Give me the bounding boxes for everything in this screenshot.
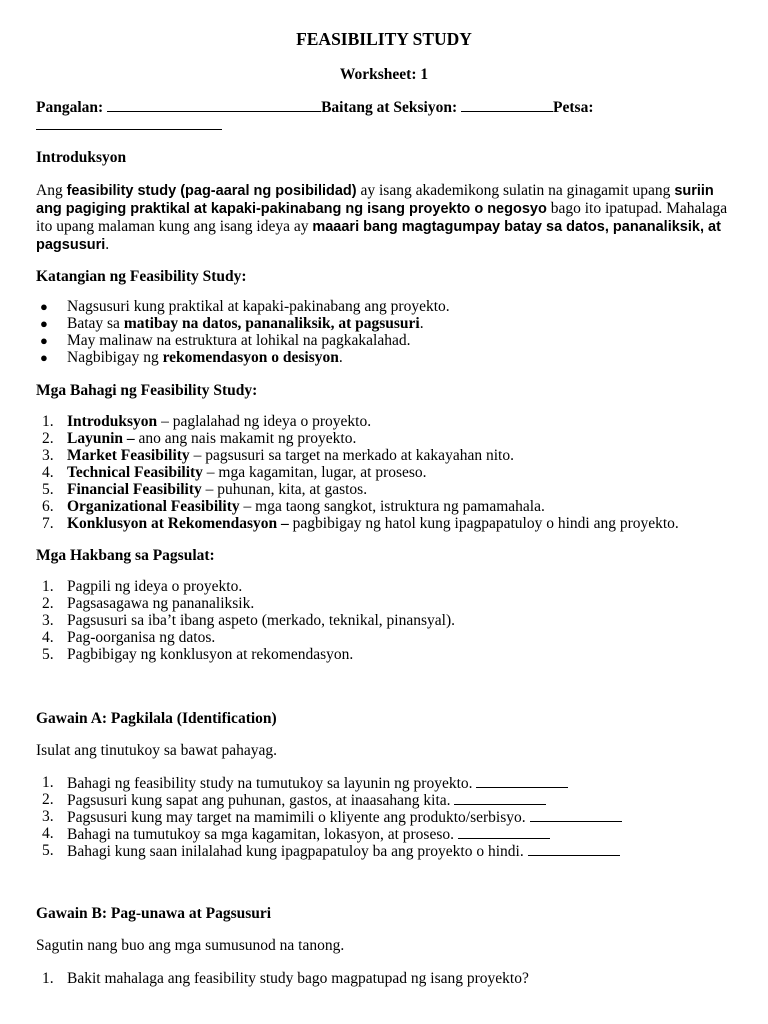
list-item: 5. Financial Feasibility – puhunan, kita, at gastos. bbox=[42, 481, 368, 498]
list-item: 2. Layunin – ano ang nais makamit ng proyekto. bbox=[42, 430, 357, 447]
intro-bold-3: maaari bang magtagumpay batay sa datos, pananaliksik, at pagsusuri bbox=[36, 219, 721, 253]
date-label: Petsa: bbox=[553, 99, 594, 116]
katangian-heading: Katangian ng Feasibility Study: bbox=[36, 268, 247, 285]
bullet-icon: ● bbox=[40, 350, 48, 365]
hakbang-heading: Mga Hakbang sa Pagsulat: bbox=[36, 547, 215, 564]
intro-paragraph bbox=[36, 182, 736, 254]
intro-bold-1: feasibility study (pag-aaral ng posibilidad) bbox=[66, 183, 357, 199]
name-label: Pangalan: bbox=[36, 99, 104, 116]
answer-blank[interactable] bbox=[528, 842, 620, 856]
list-item: 5. Bahagi kung saan inilalahad kung ipagpapatuloy ba ang proyekto o hindi. bbox=[67, 842, 620, 861]
bullet-icon: ● bbox=[40, 333, 48, 348]
list-item: ● Batay sa matibay na datos, pananaliksik, at pagsusuri. bbox=[40, 315, 424, 332]
list-item: 2. Pagsasagawa ng pananaliksik. bbox=[42, 595, 255, 612]
intro-text-2: ay isang akademikong sulatin na ginagamit upang bbox=[356, 182, 675, 199]
list-item: 1. Bakit mahalaga ang feasibility study bago magpatupad ng isang proyekto? bbox=[42, 970, 529, 987]
list-item: 1. Bahagi ng feasibility study na tumutukoy sa layunin ng proyekto. bbox=[67, 774, 568, 793]
gawain-b-instruction: Sagutin nang buo ang mga sumusunod na tanong. bbox=[36, 937, 345, 954]
intro-text-1: Ang bbox=[36, 182, 67, 199]
date-blank[interactable] bbox=[36, 116, 222, 130]
intro-heading: Introduksyon bbox=[36, 149, 127, 166]
gawain-a-heading: Gawain A: Pagkilala (Identification) bbox=[36, 710, 277, 727]
intro-text-3: bago ito ipatupad. Mahalaga ito upang malaman kung ang isang ideya ay bbox=[36, 200, 728, 235]
list-item: 3. Market Feasibility – pagsusuri sa target na merkado at kakayahan nito. bbox=[42, 447, 514, 464]
gawain-a-instruction: Isulat ang tinutukoy sa bawat pahayag. bbox=[36, 742, 278, 759]
answer-blank[interactable] bbox=[530, 808, 622, 822]
list-item: 4. Bahagi na tumutukoy sa mga kagamitan, lokasyon, at proseso. bbox=[67, 825, 550, 844]
grade-label: Baitang at Seksiyon: bbox=[321, 99, 458, 116]
list-item: 1. Introduksyon – paglalahad ng ideya o proyekto. bbox=[42, 413, 372, 430]
bahagi-heading: Mga Bahagi ng Feasibility Study: bbox=[36, 382, 258, 399]
intro-bold-2: suriin ang pagiging praktikal at kapaki-pakinabang ng isang proyekto o negosyo bbox=[36, 183, 714, 217]
bullet-icon: ● bbox=[40, 299, 48, 314]
answer-blank[interactable] bbox=[476, 774, 568, 788]
list-item: 5. Pagbibigay ng konklusyon at rekomendasyon. bbox=[42, 646, 354, 663]
list-item: 1. Pagpili ng ideya o proyekto. bbox=[42, 578, 243, 595]
intro-text-4: . bbox=[105, 236, 110, 253]
worksheet-number: Worksheet: 1 bbox=[339, 66, 429, 83]
grade-blank[interactable] bbox=[461, 98, 553, 112]
list-item: 3. Pagsusuri kung may target na mamimili o kliyente ang produkto/serbisyo. bbox=[67, 808, 622, 827]
name-blank[interactable] bbox=[107, 98, 321, 112]
answer-blank[interactable] bbox=[458, 825, 550, 839]
document-title: FEASIBILITY STUDY bbox=[296, 29, 472, 49]
bullet-icon: ● bbox=[40, 316, 48, 331]
list-item: 7. Konklusyon at Rekomendasyon – pagbibigay ng hatol kung ipagpapatuloy o hindi ang proyekto. bbox=[42, 515, 679, 532]
list-item: 3. Pagsusuri sa iba’t ibang aspeto (merkado, teknikal, pinansyal). bbox=[42, 612, 455, 629]
list-item: 4. Technical Feasibility – mga kagamitan, lugar, at proseso. bbox=[42, 464, 427, 481]
list-item: ● Nagbibigay ng rekomendasyon o desisyon. bbox=[40, 349, 343, 366]
list-item: 6. Organizational Feasibility – mga taong sangkot, istruktura ng pamamahala. bbox=[42, 498, 545, 515]
list-item: ● Nagsusuri kung praktikal at kapaki-pakinabang ang proyekto. bbox=[40, 298, 450, 315]
student-info-fields bbox=[36, 98, 593, 117]
answer-blank[interactable] bbox=[454, 791, 546, 805]
list-item: 4. Pag-oorganisa ng datos. bbox=[42, 629, 216, 646]
gawain-b-heading: Gawain B: Pag-unawa at Pagsusuri bbox=[36, 905, 272, 922]
list-item: ● May malinaw na estruktura at lohikal na pagkakalahad. bbox=[40, 332, 411, 349]
list-item: 2. Pagsusuri kung sapat ang puhunan, gastos, at inaasahang kita. bbox=[67, 791, 546, 810]
